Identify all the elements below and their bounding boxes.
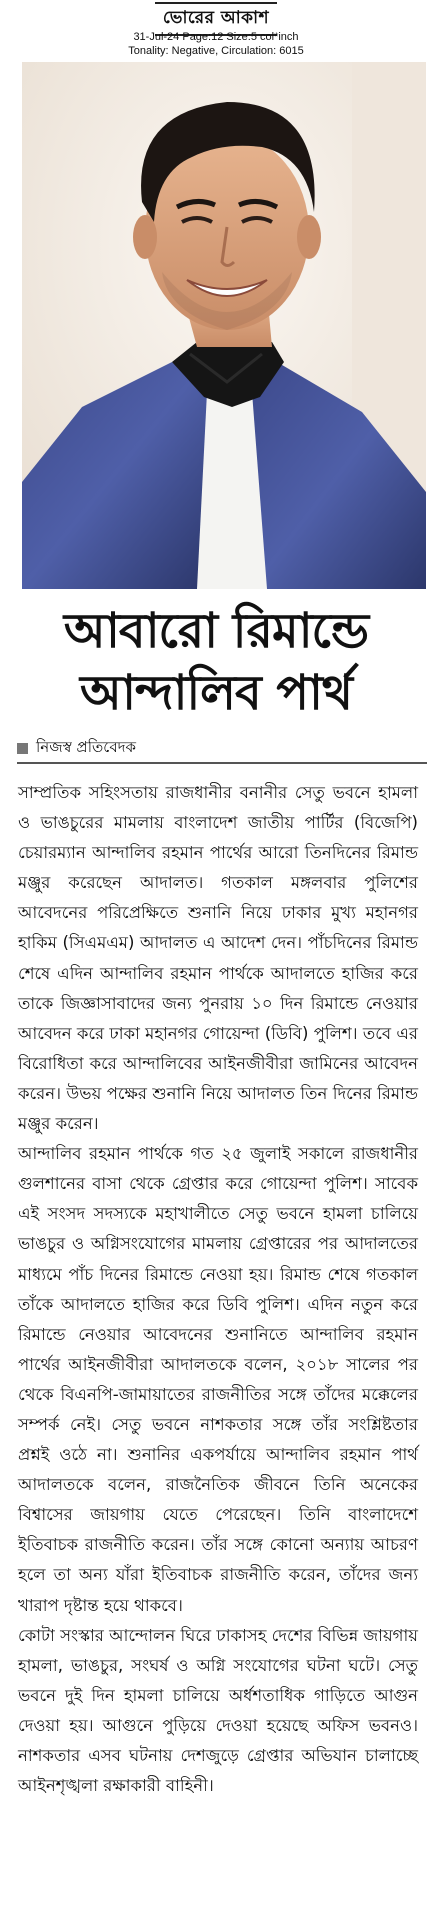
headline-line-1: আবারো রিমান্ডে — [63, 603, 369, 659]
article-paragraph: আন্দালিব রহমান পার্থকে গত ২৫ জুলাই সকালে রাজধানীর গুলশানের বাসা থেকে গ্রেপ্তার করে গোয়েন্দা পুলিশ। সাবেক এই সংসদ সদস্যকে মহাখালীতে সেতু ভবনে হামলা চালিয়ে ভাঙচুর ও অগ্নিসংযোগের মামলায় গ্রেপ্তারের পর আদালতের মাধ্যমে পাঁচ দিনের রিমান্ডে নেওয়া হয়। রিমান্ড শেষে গতকাল তাঁকে আদালতে হাজির করে ডিবি পুলিশ। এদিন নতুন করে রিমান্ডে নেওয়ার আবেদনের শুনানিতে আন্দালিব রহমান পার্থের আইনজীবীরা আদালতকে বলেন, ২০১৮ সালের পর থেকে বিএনপি-জামায়াতের রাজনীতির সঙ্গে তাঁদের মক্কেলের সম্পর্ক নেই। সেতু ভবনে নাশকতার সঙ্গে তাঁর সংশ্লিষ্টতার প্রশ্নই ওঠে না। শুনানির একপর্যায়ে আন্দালিব রহমান পার্থ আদালতকে বলেন, রাজনৈতিক জীবনে তিনি অনেকের বিশ্বাসের জায়গায় যেতে পেরেছেন। তিনি বাংলাদেশে ইতিবাচক রাজনীতি করেন। তাঁর সঙ্গে কোনো অন্যায় আচরণ হলে তা অন্য যাঁরা ইতিবাচক রাজনীতি করেন, তাঁদের জন্য খারাপ দৃষ্টান্ত হয়ে থাকবে। — [18, 1144, 418, 1615]
headline-line-2: আন্দালিব পার্থ — [80, 665, 352, 721]
byline — [17, 736, 427, 760]
article-photo — [22, 62, 426, 589]
article-body — [18, 778, 418, 1801]
meta-tonality: Tonality: Negative, Circulation: 6015 — [128, 45, 304, 57]
masthead — [0, 0, 432, 28]
newspaper-name: ভোরের আকাশ — [155, 2, 277, 36]
byline-text: নিজস্ব প্রতিবেদক — [36, 737, 137, 756]
article-paragraph: সাম্প্রতিক সহিংসতায় রাজধানীর বনানীর সেতু ভবনে হামলা ও ভাঙচুরের মামলায় বাংলাদেশ জাতীয় পার্টির (বিজেপি) চেয়ারম্যান আন্দালিব রহমান পার্থের আরো তিনদিনের রিমান্ড মঞ্জুর করেছেন আদালত। গতকাল মঙ্গলবার পুলিশের আবেদনের পরিপ্রেক্ষিতে শুনানি নিয়ে ঢাকার মুখ্য মহানগর হাকিম (সিএমএম) আদালত এ আদেশ দেন। পাঁচদিনের রিমান্ড শেষে এদিন আন্দালিব রহমান পার্থকে আদালতে হাজির করে তাকে জিজ্ঞাসাবাদের জন্য পুনরায় ১০ দিন রিমান্ডে নেওয়ার আবেদন করে ঢাকা মহানগর গোয়েন্দা (ডিবি) পুলিশ। তবে এর বিরোধিতা করে আন্দালিবের আইনজীবীরা জামিনের আবেদন করেন। উভয় পক্ষের শুনানি নিয়ে আদালত তিন দিনের রিমান্ড মঞ্জুর করেন। — [18, 783, 418, 1134]
article-paragraph: কোটা সংস্কার আন্দোলন ঘিরে ঢাকাসহ দেশের বিভিন্ন জায়গায় হামলা, ভাঙচুর, সংঘর্ষ ও অগ্নি সংযোগের ঘটনা ঘটে। সেতু ভবনে দুই দিন হামলা চালিয়ে অর্ধশতাধিক গাড়িতে আগুন দেওয়া হয়। আগুনে পুড়িয়ে দেওয়া হয়েছে অফিস ভবনও। নাশকতার এসব ঘটনায় দেশজুড়ে গ্রেপ্তার অভিযান চালাচ্ছে আইনশৃঙ্খলা রক্ষাকারী বাহিনী। — [18, 1625, 418, 1796]
byline-divider — [17, 762, 427, 764]
byline-square-icon — [17, 743, 28, 754]
article-headline — [0, 600, 432, 724]
meta-date-page: 31-Jul-24 Page:12 Size:5 col*inch — [133, 31, 299, 43]
clipping-meta — [0, 30, 432, 58]
portrait-illustration — [22, 62, 426, 589]
